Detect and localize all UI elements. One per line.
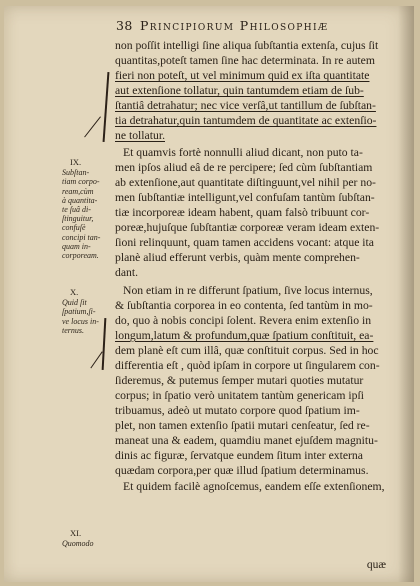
catchword: quæ: [366, 559, 386, 571]
text-line: ſioni relinquunt, quam tamen accidens vocant: atque ita: [115, 236, 374, 249]
text-line: Non etiam in re differunt ſpatium, ſive locus internus,: [123, 284, 373, 297]
text-line: men ſubſtantiæ intelligunt,vel confuſam tantùm ſubſtan-: [115, 191, 375, 204]
book-page: [4, 6, 414, 582]
text-line-underlined: longum,latum & profundum,quæ ſpatium conſtituit, ea-: [115, 329, 374, 342]
text-line: ab extenſione,aut quantitate diſtinguunt,vel nihil per no-: [115, 176, 376, 189]
text-line-underlined: tia detrahatur,quin tantumdem de quantitate ac extenſio-: [115, 114, 377, 127]
text-line: plet, non tamen extenſio ſpatii mutari cenſeatur, ſed re-: [115, 419, 370, 432]
marginal-line: tiam corpo-: [62, 177, 100, 187]
marginal-line: corpoream.: [62, 251, 99, 261]
text-line: dinis ac figuræ, ſervatque eundem ſitum inter externa: [115, 449, 363, 462]
text-line-underlined: ne tollatur.: [115, 129, 165, 142]
text-line: poreæ,hujuſque ſubſtantiæ corporeæ veram ideam exten-: [115, 221, 380, 234]
marginal-line: Quomodo: [62, 539, 94, 549]
text-line: non poſſit intelligi ſine aliqua ſubſtantia extenſa, cujus ſit: [115, 39, 379, 52]
marginal-line: ſpatium,ſi-: [62, 307, 96, 317]
text-line: quædam corpora,per quæ illud ſpatium determinamus.: [115, 464, 369, 477]
text-line: tiæ incorporeæ ideam habent, quam falsò tribuunt cor-: [115, 206, 370, 219]
marginal-note-xi: [62, 529, 114, 548]
marginal-line: te ſuâ di-: [62, 205, 91, 215]
text-line-underlined: aut extenſione tollatur, quin tantumdem etiam de ſub-: [115, 84, 364, 97]
text-line: corpus; in ſpatio verò unitatem tantùm genericam ipſi: [115, 389, 364, 402]
marginal-line: Quid ſit: [62, 298, 87, 308]
marginal-line: ſtinguitur,: [62, 214, 94, 224]
running-title: Principiorum Philosophiæ: [140, 18, 329, 33]
marginal-line: ternus.: [62, 325, 84, 335]
text-line: dant.: [115, 266, 139, 279]
text-line: tribuamus, adeò ut mutato corpore quod ſpatium im-: [115, 404, 360, 417]
text-line: & ſubſtantia corporea in eo contenta, ſed tantùm in mo-: [115, 299, 373, 312]
marginal-line: confuſè: [62, 223, 86, 233]
marginal-line: à quantita-: [62, 195, 98, 205]
text-line: do, quo à nobis concipi ſolent. Revera enim extenſio in: [115, 314, 372, 327]
marginal-numeral: X.: [70, 287, 79, 297]
marginal-line: Subſtan-: [62, 168, 90, 178]
text-line: men ipſos aliud eâ de re percipere; ſed cùm ſubſtantiam: [115, 161, 373, 174]
marginal-note-x: [62, 288, 114, 335]
text-line: ſideremus, & putemus ſemper mutari quoties mutatur: [115, 374, 364, 387]
text-line: planè aliud efferunt verbis, quàm mente comprehen-: [115, 251, 360, 264]
marginal-numeral: XI.: [70, 528, 82, 538]
marginal-line: concipi tan-: [62, 232, 101, 242]
text-line: dem planè eſt cum illâ, quæ conſtituit corpus. Sed in hoc: [115, 344, 379, 357]
text-line: differentia eſt , quòd ipſam in corpore ut ſingularem con-: [115, 359, 380, 372]
marginal-note-ix: [62, 158, 114, 260]
text-line: Et quidem facilè agnoſcemus, eandem eſſe extenſionem,: [123, 480, 385, 493]
text-line: Et quamvis fortè nonnulli aliud dicant, non puto ta-: [123, 146, 363, 159]
marginal-line: ream,cùm: [62, 186, 94, 196]
text-line-underlined: fieri non poteſt, ut vel minimum quid ex iſta quantitate: [115, 69, 370, 82]
text-line: quantitas,poteſt tamen ſine hac determinata. In re autem: [115, 54, 375, 67]
marginal-line: quam in-: [62, 241, 91, 251]
marginal-numeral: IX.: [70, 157, 82, 167]
page-number: 38: [116, 18, 133, 33]
marginal-line: ve locus in-: [62, 316, 99, 326]
text-line-underlined: ſtantiâ detrahatur; nec vice verſâ,ut tantillum de ſubſtan-: [115, 99, 376, 112]
text-line: maneat una & eadem, quamdiu manet ejuſdem magnitu-: [115, 434, 378, 447]
